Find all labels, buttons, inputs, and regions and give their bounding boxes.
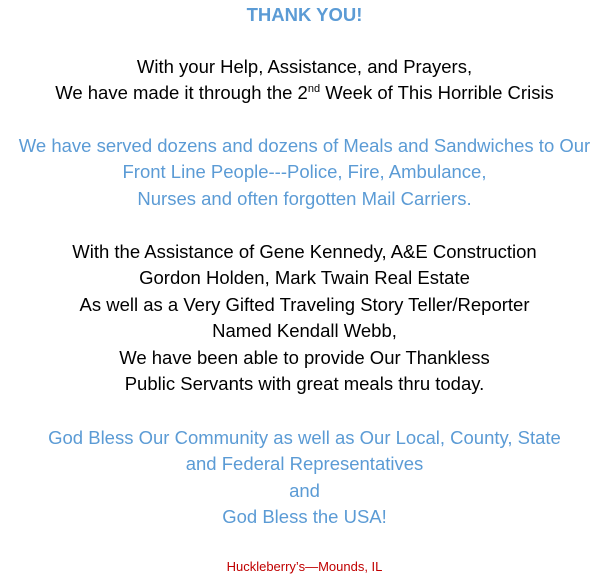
assistance-line-2: Gordon Holden, Mark Twain Real Estate — [139, 267, 470, 288]
letter-title: THANK YOU! — [246, 4, 363, 25]
intro-line-2-after: Week of This Horrible Crisis — [320, 82, 554, 103]
intro-line-1: With your Help, Assistance, and Prayers, — [136, 56, 473, 77]
intro-line-2-superscript: nd — [307, 83, 321, 95]
assistance-line-4: Named Kendall Webb, — [212, 320, 397, 341]
served-line-1: We have served dozens and dozens of Meals and Sandwiches to Our — [18, 135, 591, 156]
assistance-line-5: We have been able to provide Our Thankless — [119, 347, 490, 368]
intro-line-2 — [0, 82, 609, 104]
served-line-3: Nurses and often forgotten Mail Carriers. — [137, 188, 472, 209]
assistance-line-3: As well as a Very Gifted Traveling Story Teller/Reporter — [79, 294, 530, 315]
assistance-line-1: With the Assistance of Gene Kennedy, A&E Construction — [72, 241, 537, 262]
blessing-line-3: and — [289, 480, 320, 501]
blessing-line-1: God Bless Our Community as well as Our Local, County, State — [48, 427, 561, 448]
assistance-line-6: Public Servants with great meals thru today. — [124, 373, 485, 394]
blessing-line-4: God Bless the USA! — [222, 506, 387, 527]
blessing-line-2: and Federal Representatives — [185, 453, 424, 474]
served-line-2: Front Line People---Police, Fire, Ambulance, — [122, 161, 487, 182]
intro-line-2-before: We have made it through the 2 — [55, 82, 308, 103]
signature: Huckleberry’s—Mounds, IL — [226, 559, 383, 574]
